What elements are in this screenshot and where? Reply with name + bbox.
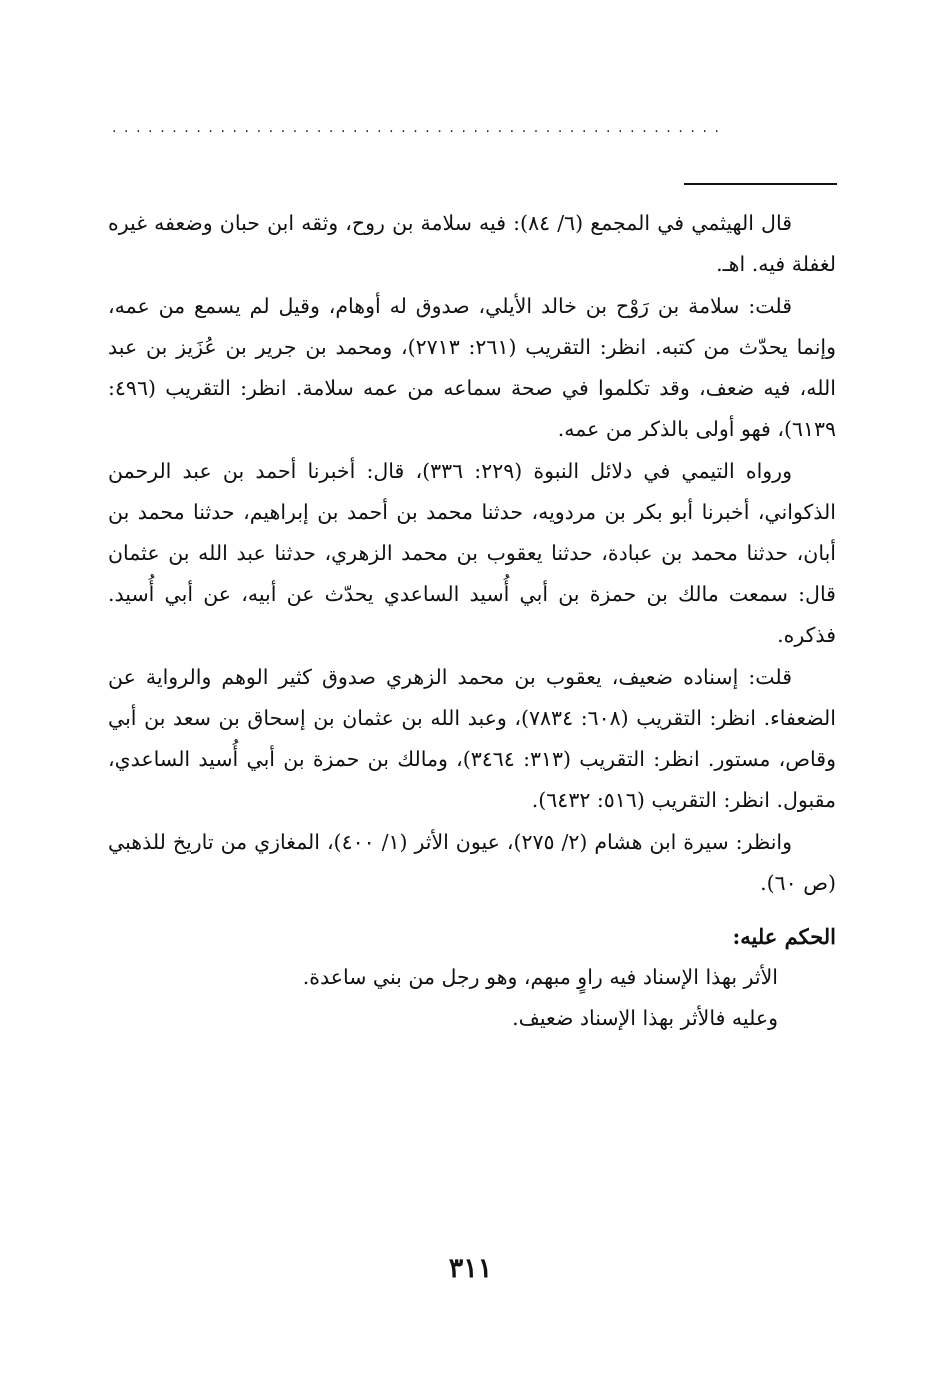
ruling-heading: الحكم عليه: — [732, 924, 836, 949]
footnote-paragraph: ورواه التيمي في دلائل النبوة (٢٢٩: ٣٣٦)، قال: أخبرنا أحمد بن عبد الرحمن الذكواني، أخبرنا أبو بكر بن مردويه، حدثنا محمد بن أحمد بن إبراهيم، حدثنا محمد بن أبان، حدثنا محمد بن عبادة، حدثنا يعقوب بن محمد الزهري، حدثنا عبد الله بن عثمان قال: سمعت مالك بن حمزة بن أبي أُسيد الساعدي يحدّث عن أبيه، عن أبي أُسيد. فذكره. — [108, 459, 836, 647]
footnote-paragraph: قال الهيثمي في المجمع (٦/ ٨٤): فيه سلامة بن روح، وثقه ابن حبان وضعفه غيره لغفلة فيه. اهـ. — [108, 211, 836, 276]
footnote-paragraph: قلت: سلامة بن رَوْح بن خالد الأيلي، صدوق له أوهام، وقيل لم يسمع من عمه، وإنما يحدّث من كتبه. انظر: التقريب (٢٦١: ٢٧١٣)، ومحمد بن جرير بن عُزَيز بن عبد الله، فيه ضعف، وقد تكلموا في صحة سماعه من عمه سلامة. انظر: التقريب (٤٩٦: ٦١٣٩)، فهو أولى بالذكر من عمه. — [108, 294, 836, 441]
footnote-paragraph: وانظر: سيرة ابن هشام (٢/ ٢٧٥)، عيون الأثر (١/ ٤٠٠)، المغازي من تاريخ للذهبي (ص ٦٠). — [108, 830, 836, 895]
footnote-rule — [684, 183, 837, 185]
page-body — [108, 203, 836, 1039]
page-number: ٣١١ — [448, 1253, 493, 1284]
footnote-paragraph: قلت: إسناده ضعيف، يعقوب بن محمد الزهري صدوق كثير الوهم والرواية عن الضعفاء. انظر: التقريب (٦٠٨: ٧٨٣٤)، وعبد الله بن عثمان بن إسحاق بن سعد بن أبي وقاص، مستور. انظر: التقريب (٣١٣: ٣٤٦٤)، ومالك بن حمزة بن أبي أُسيد الساعدي، مقبول. انظر: التقريب (٥١٦: ٦٤٣٢). — [108, 665, 836, 812]
separator-dots: ................................................... — [112, 120, 727, 136]
ruling-line: الأثر بهذا الإسناد فيه راوٍ مبهم، وهو رجل من بني ساعدة. — [302, 965, 778, 989]
ruling-line: وعليه فالأثر بهذا الإسناد ضعيف. — [512, 1006, 778, 1030]
